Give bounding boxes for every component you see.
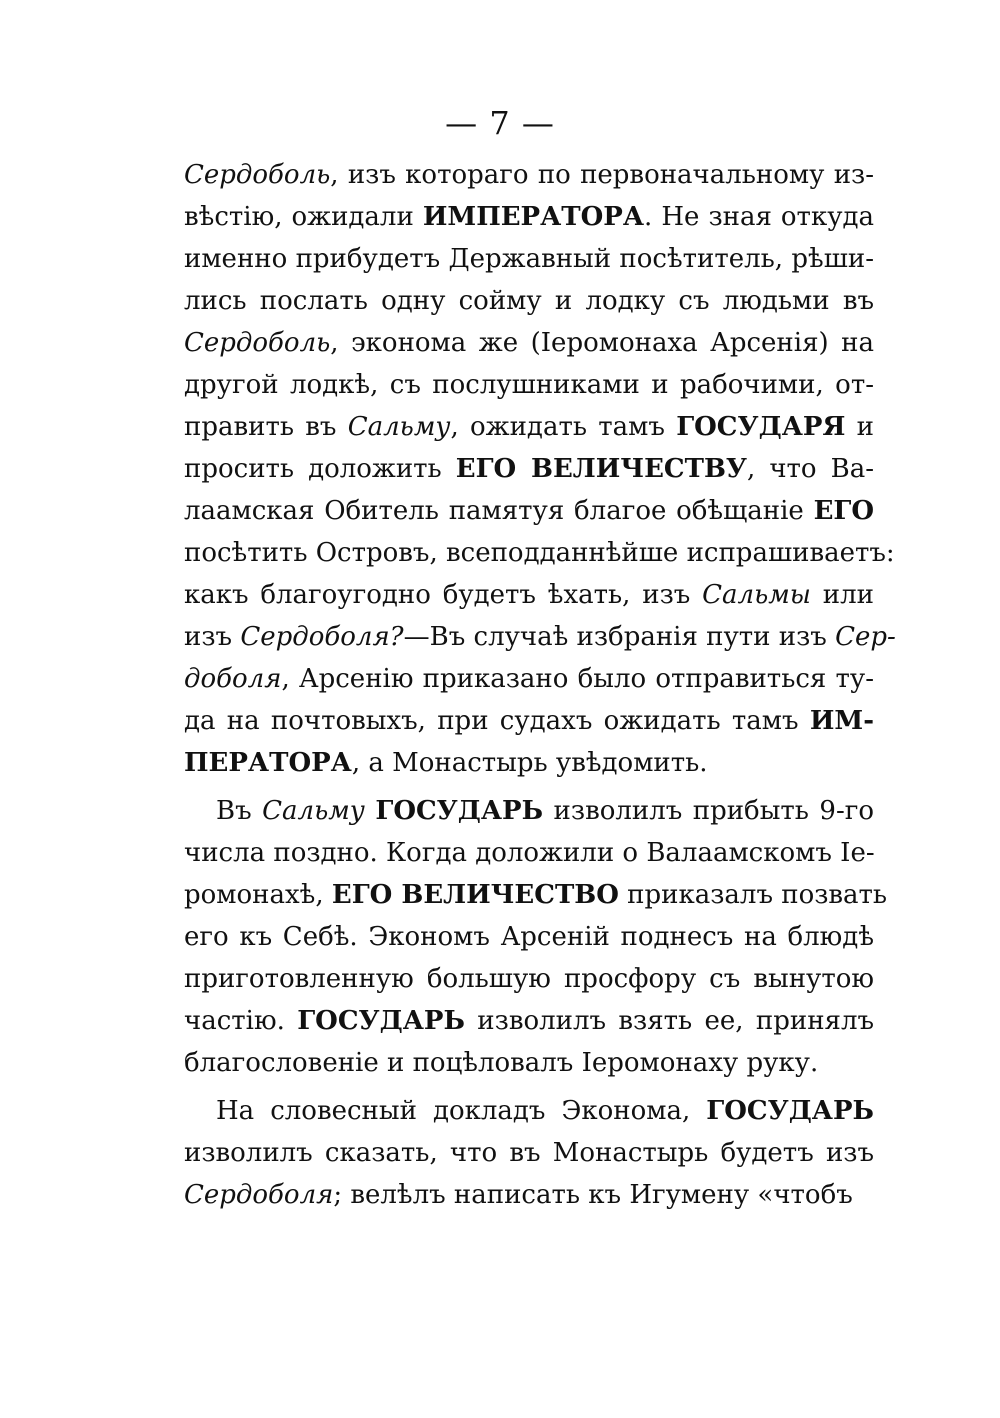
- text-line: [184, 616, 896, 658]
- text-run: его къ Себѣ. Экономъ Арсеній поднесъ на блюдѣ: [184, 922, 874, 952]
- emphasis-bold: ГОСУДАРЬ: [706, 1096, 874, 1126]
- text-run: какъ благоугодно будетъ ѣхать, изъ: [184, 580, 703, 610]
- text-run: На словесный докладъ Эконома,: [216, 1096, 707, 1126]
- text-line: [184, 364, 874, 406]
- text-line: [184, 322, 874, 364]
- text-run: , а Монастырь увѣдомить.: [351, 748, 708, 778]
- text-run: вѣстію, ожидали: [184, 202, 423, 232]
- text-line: [184, 1042, 874, 1084]
- text-line: [184, 196, 874, 238]
- text-line: [184, 958, 874, 1000]
- emphasis-italic: доболя: [184, 664, 282, 694]
- emphasis-bold: ИМПЕРАТОРА: [422, 202, 645, 232]
- text-line: [184, 280, 874, 322]
- text-line: [184, 154, 874, 196]
- body-text: [184, 154, 896, 1216]
- text-line: [184, 1000, 874, 1042]
- emphasis-bold: ГОСУДАРЬ: [297, 1006, 465, 1036]
- text-line: [184, 448, 874, 490]
- text-line: [184, 532, 895, 574]
- page-number: — 7 —: [445, 104, 555, 142]
- text-run: лись послать одну сойму и лодку съ людьми въ: [184, 286, 874, 316]
- text-run: и: [845, 412, 874, 442]
- emphasis-italic: Сальму: [347, 412, 451, 442]
- text-run: ромонахѣ,: [184, 880, 332, 910]
- text-line: [184, 700, 874, 742]
- text-run: изволилъ прибыть 9-го: [543, 796, 875, 826]
- text-line: [184, 874, 888, 916]
- text-line: [184, 1174, 874, 1216]
- emphasis-bold: ИМ-: [809, 706, 874, 736]
- text-run: приказалъ позвать: [618, 880, 888, 910]
- text-run: другой лодкѣ, съ послушниками и рабочими, от-: [184, 370, 874, 400]
- text-run: ; велѣлъ написать къ Игумену «чтобъ: [333, 1180, 853, 1210]
- text-run: , изъ котораго по первоначальному из-: [330, 160, 874, 190]
- emphasis-bold: ГОСУДАРЬ: [375, 796, 544, 826]
- text-run: изволилъ сказать, что въ Монастырь будетъ изъ: [184, 1138, 874, 1168]
- emphasis-italic: Сальму: [262, 796, 365, 826]
- text-run: частію.: [184, 1006, 298, 1036]
- text-run: , Арсенію приказано было отправиться ту-: [281, 664, 874, 694]
- text-run: благословеніе и поцѣловалъ Іеромонаху руку.: [184, 1048, 819, 1078]
- text-run: или: [810, 580, 874, 610]
- text-line: [184, 490, 874, 532]
- text-run: править въ: [184, 412, 348, 442]
- emphasis-italic: Сердоболя?: [240, 622, 404, 652]
- text-line: [184, 832, 874, 874]
- emphasis-bold: ЕГО ВЕЛИЧЕСТВУ: [455, 454, 748, 484]
- text-run: —Въ случаѣ избранія пути изъ: [403, 622, 836, 652]
- emphasis-italic: Сер-: [835, 622, 896, 652]
- emphasis-bold: ЕГО ВЕЛИЧЕСТВО: [331, 880, 619, 910]
- emphasis-bold: ЕГО: [813, 496, 874, 526]
- text-line: [184, 574, 874, 616]
- emphasis-italic: Сердоболя: [184, 1180, 334, 1210]
- emphasis-italic: Сердоболь: [184, 160, 331, 190]
- text-run: изъ: [184, 622, 241, 652]
- text-run: [365, 796, 375, 826]
- text-run: именно прибудетъ Державный посѣтитель, рѣши-: [184, 244, 874, 274]
- text-line: [184, 916, 874, 958]
- text-line: [184, 406, 874, 448]
- text-run: . Не зная откуда: [644, 202, 874, 232]
- emphasis-bold: ПЕРАТОРА: [184, 748, 352, 778]
- text-run: посѣтить Островъ, всеподданнѣйше испрашиваетъ:: [184, 538, 895, 568]
- text-run: , что Ва-: [747, 454, 875, 484]
- text-line: [184, 1132, 874, 1174]
- text-line: [184, 238, 874, 280]
- emphasis-italic: Сердоболь: [184, 328, 331, 358]
- text-run: просить доложить: [184, 454, 456, 484]
- text-run: , эконома же (Іеромонаха Арсенія) на: [330, 328, 874, 358]
- text-line: [184, 658, 874, 700]
- text-run: Въ: [216, 796, 263, 826]
- text-line: [184, 1090, 874, 1132]
- text-line: [184, 742, 874, 784]
- text-run: да на почтовыхъ, при судахъ ожидать тамъ: [184, 706, 810, 736]
- text-run: изволилъ взять ее, принялъ: [464, 1006, 875, 1036]
- emphasis-bold: ГОСУДАРЯ: [676, 412, 846, 442]
- emphasis-italic: Сальмы: [702, 580, 811, 610]
- text-run: числа поздно. Когда доложили о Валаамскомъ Іе-: [184, 838, 875, 868]
- text-run: приготовленную большую просфору съ вынутою: [184, 964, 874, 994]
- text-run: лаамская Обитель памятуя благое обѣщаніе: [184, 496, 814, 526]
- text-run: , ожидать тамъ: [450, 412, 677, 442]
- text-line: [184, 790, 874, 832]
